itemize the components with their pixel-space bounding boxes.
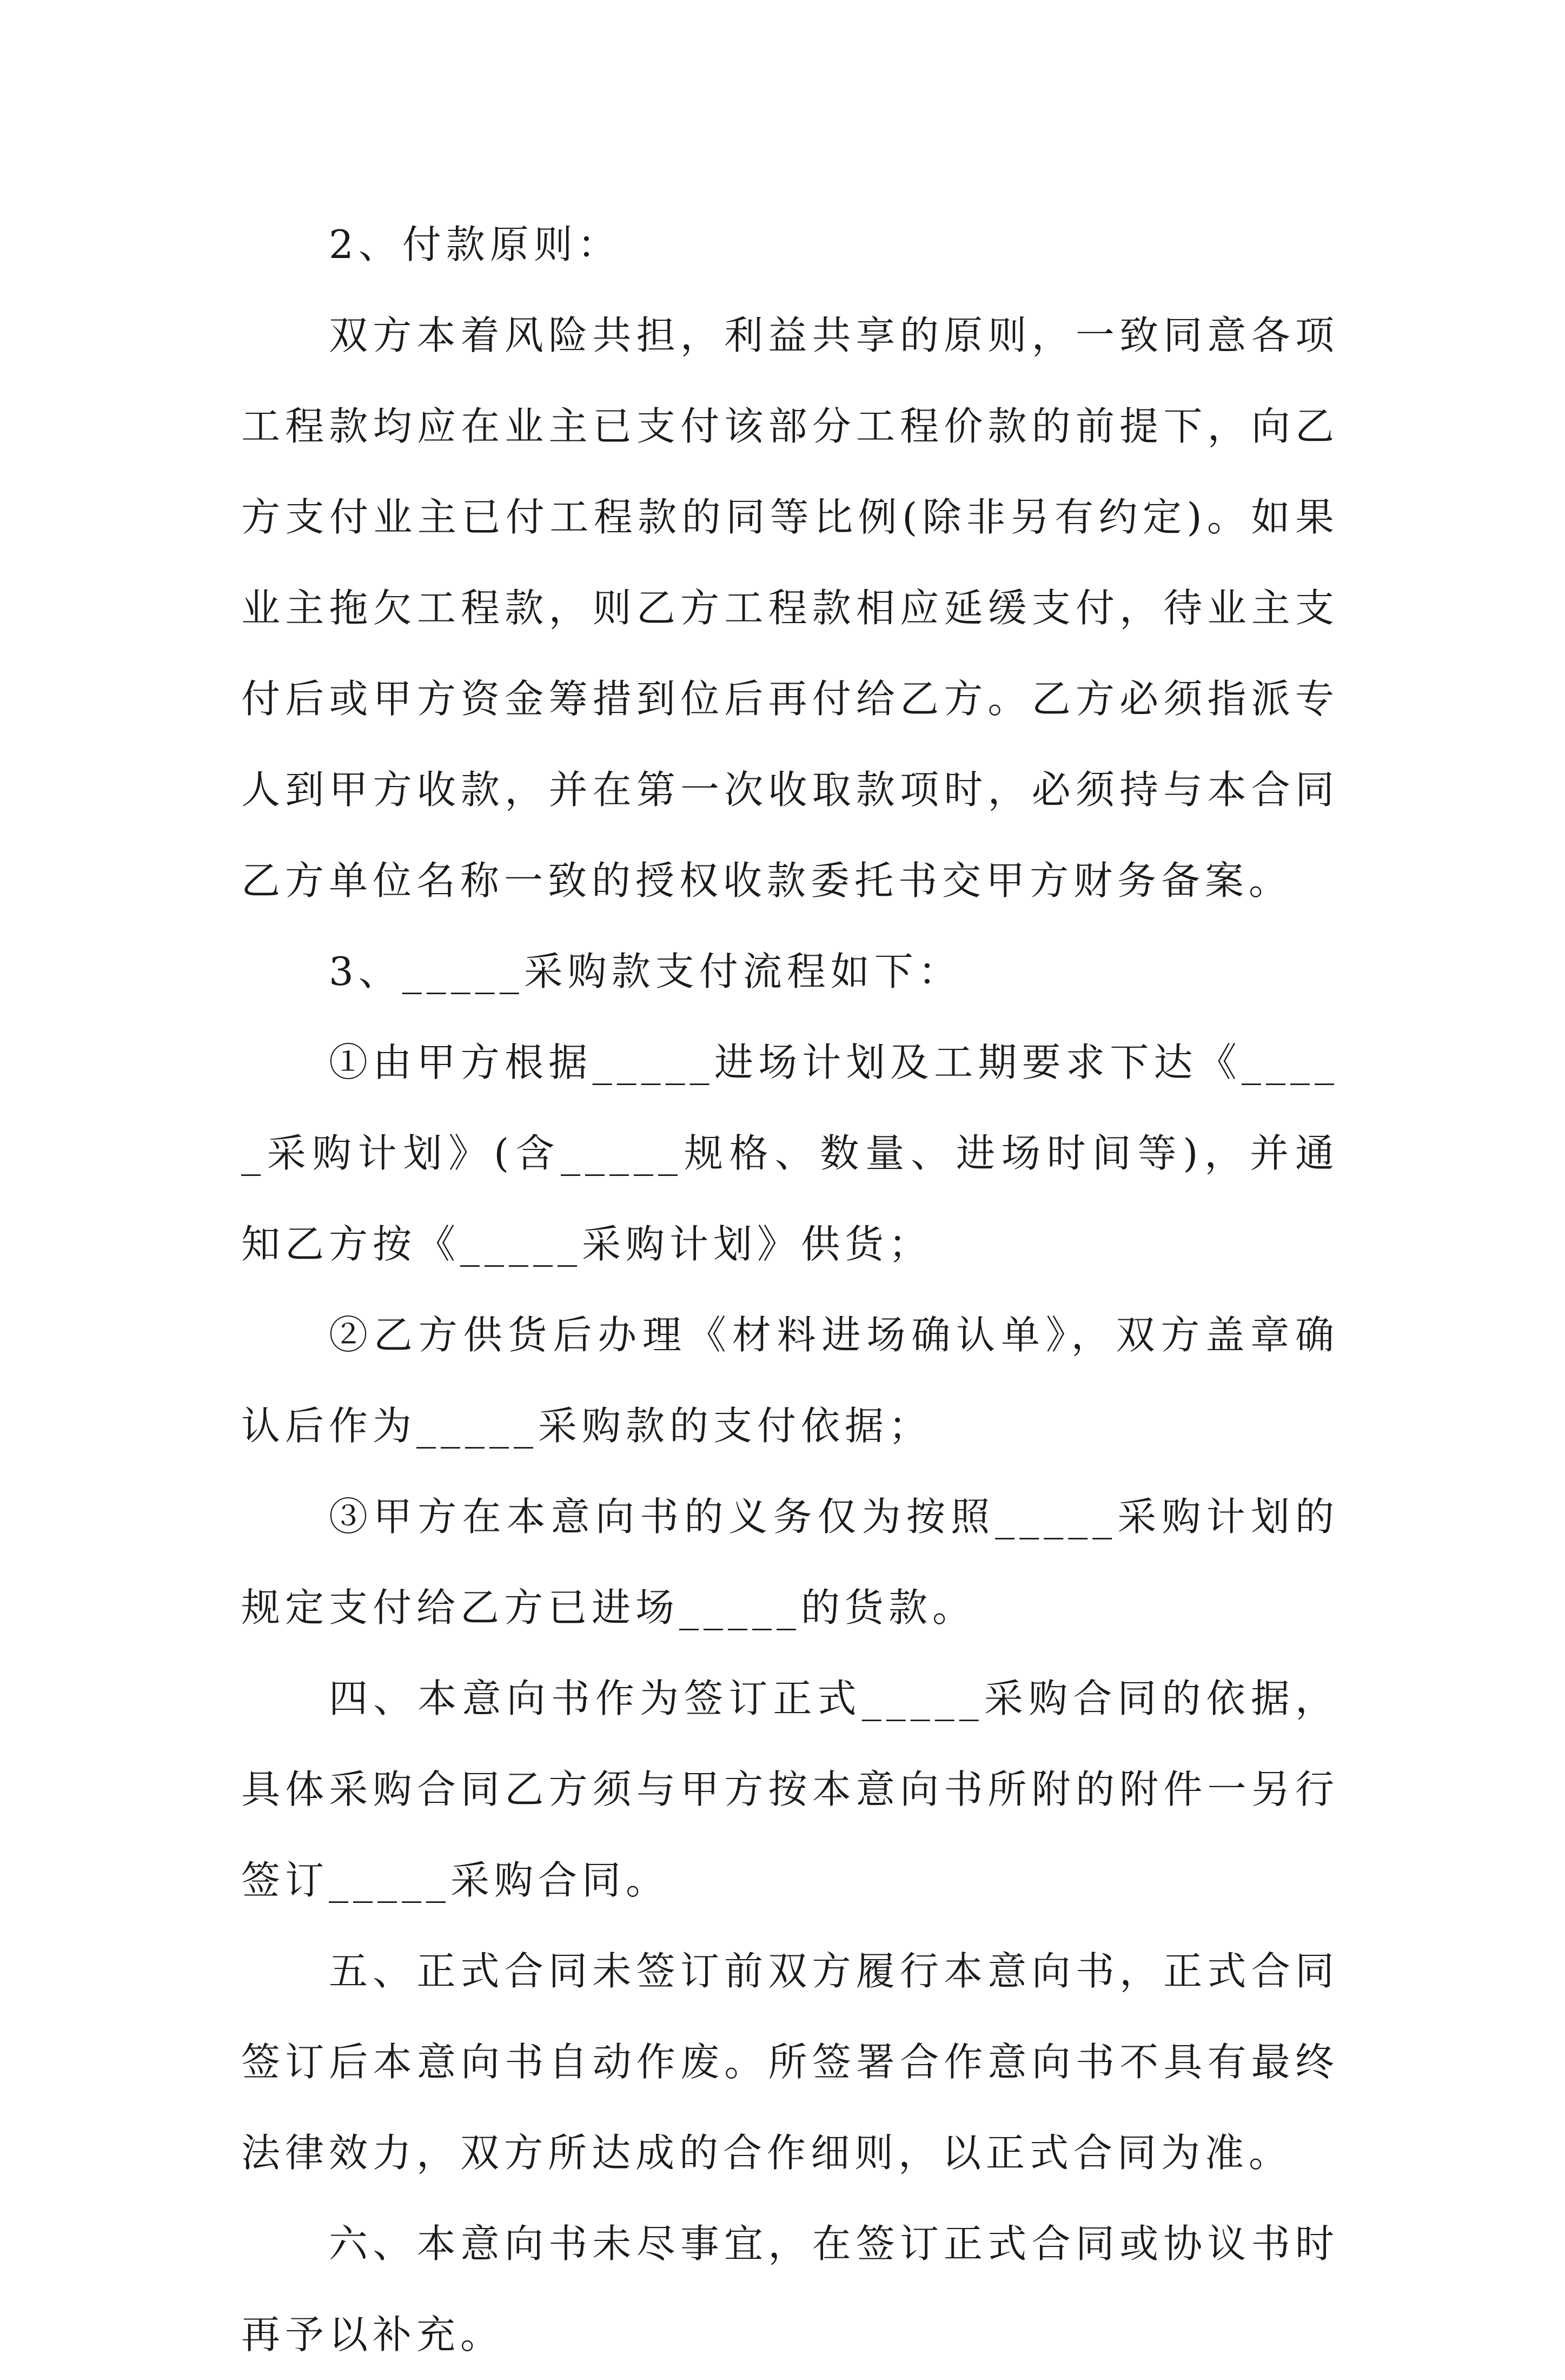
section-6: 六、本意向书未尽事宜，在签订正式合同或协议书时再予以补充。 [241,2221,1339,2357]
clause-3-step-2: ②乙方供货后办理《材料进场确认单》，双方盖章确认后作为_____采购款的支付依据； [241,1312,1339,1449]
document-body [241,199,1339,2380]
clause-2-payment-principle: 双方本着风险共担，利益共享的原则，一致同意各项工程款均应在业主已支付该部分工程价款的前提下，向乙方支付业主已付工程款的同等比例(除非另有约定)。如果业主拖欠工程款，则乙方工程款相应延缓支付，待业主支付后或甲方资金筹措到位后再付给乙方。乙方必须指派专人到甲方收款，并在第一次收取款项时，必须持与本合同乙方单位名称一致的授权收款委托书交甲方财务备案。 [241,313,1339,903]
clause-2-heading: 2、付款原则： [329,222,621,267]
section-4: 四、本意向书作为签订正式_____采购合同的依据，具体采购合同乙方须与甲方按本意向书所附的附件一另行签订_____采购合同。 [241,1676,1339,1903]
section-5: 五、正式合同未签订前双方履行本意向书，正式合同签订后本意向书自动作废。所签署合作意向书不具有最终法律效力，双方所达成的合作细则，以正式合同为准。 [241,1948,1339,2176]
clause-3-step-1: ①由甲方根据_____进场计划及工期要求下达《_____采购计划》(含_____规格、数量、进场时间等)，并通知乙方按《_____采购计划》供货； [241,1040,1339,1267]
clause-3-heading: 3、_____采购款支付流程如下： [329,949,962,994]
clause-3-step-3: ③甲方在本意向书的义务仅为按照_____采购计划的规定支付给乙方已进场_____的货款。 [241,1494,1339,1630]
